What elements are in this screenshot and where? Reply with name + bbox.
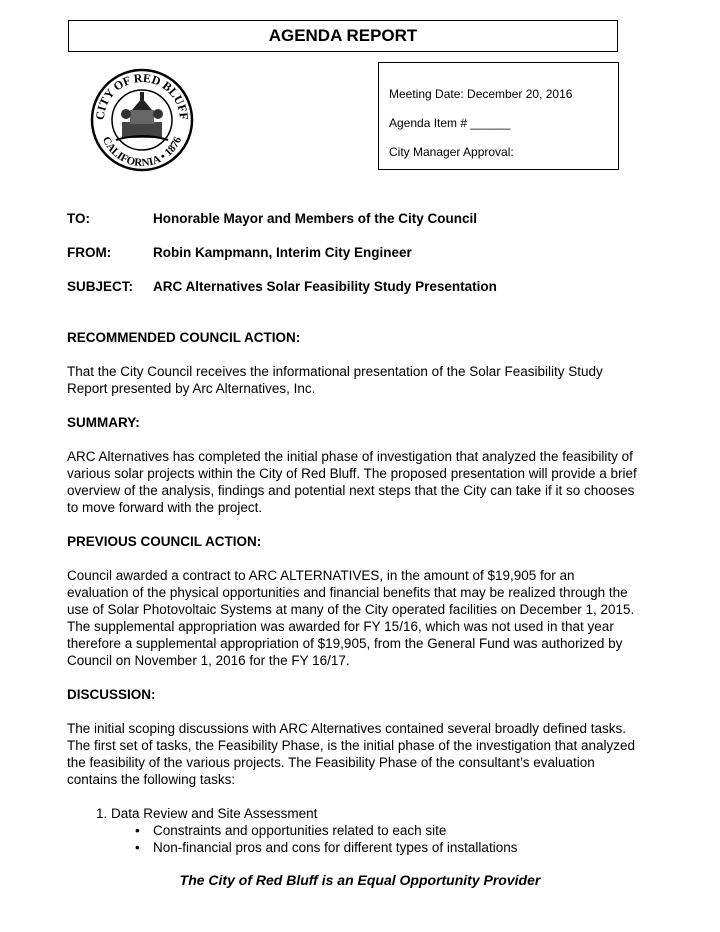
svg-text:CITY OF RED BLUFF: CITY OF RED BLUFF: [92, 70, 192, 121]
footer-statement: The City of Red Bluff is an Equal Opportunity Provider: [179, 872, 541, 888]
svg-text:CALIFORNIA • 1876: CALIFORNIA • 1876: [99, 134, 185, 170]
meeting-date: Meeting Date: December 20, 2016: [389, 87, 573, 101]
memo-from-value: Robin Kampmann, Interim City Engineer: [153, 245, 412, 260]
task-bullet: • Constraints and opportunities related to each site: [153, 822, 637, 839]
memo-to-value: Honorable Mayor and Members of the City Council: [153, 211, 478, 226]
report-body: [67, 210, 637, 856]
recommended-action-heading: RECOMMENDED COUNCIL ACTION:: [67, 330, 301, 345]
task-bullet: • Non-financial pros and cons for different types of installations: [153, 839, 637, 856]
memo-to-label: TO:: [67, 211, 90, 226]
memo-subject-label: SUBJECT:: [67, 279, 134, 294]
task-item: [111, 805, 637, 856]
memo-from-label: FROM:: [67, 245, 112, 260]
city-manager-approval: City Manager Approval:: [389, 145, 514, 159]
task-bullets: [111, 822, 637, 856]
summary-heading: SUMMARY:: [67, 415, 140, 430]
memo-subject-value: ARC Alternatives Solar Feasibility Study Presentation: [153, 279, 497, 294]
task-list: [67, 805, 637, 856]
report-title-text: AGENDA REPORT: [268, 26, 418, 45]
report-title: [68, 20, 618, 52]
meeting-info-box: [378, 62, 619, 170]
discussion-heading: DISCUSSION:: [67, 687, 156, 702]
task-label: Data Review and Site Assessment: [111, 806, 318, 821]
summary-text: ARC Alternatives has completed the initial phase of investigation that analyzed the feasibility of various solar projects within the City of Red Bluff. The proposed presentation will provide a brief overview of the analysis, findings and potential next steps that the City can take if it so chooses to move forward with the project.: [67, 449, 637, 515]
memo-to: [67, 210, 637, 227]
agenda-item: Agenda Item # ______: [389, 116, 511, 130]
memo-from: [67, 244, 637, 261]
recommended-action-text: That the City Council receives the informational presentation of the Solar Feasibility Study Report presented by Arc Alternatives, Inc.: [67, 364, 603, 396]
city-seal-logo: [82, 62, 202, 172]
memo-subject: [67, 278, 637, 295]
previous-action-heading: PREVIOUS COUNCIL ACTION:: [67, 534, 262, 549]
discussion-text: The initial scoping discussions with ARC Alternatives contained several broadly defined tasks. The first set of tasks, the Feasibility Phase, is the initial phase of the investigation that analyzed the feasibility of the various projects. The Feasibility Phase of the consultant’s evaluation contains the following tasks:: [67, 721, 636, 787]
previous-action-text: Council awarded a contract to ARC ALTERNATIVES, in the amount of $19,905 for an evaluation of the physical opportunities and financial benefits that may be realized through the use of Solar Photovoltaic Systems at many of the City operated facilities on December 1, 2015. The supplemental appropriation was awarded for FY 15/16, which was not used in that year therefore a supplemental appropriation of $19,905, from the General Fund was authorized by Council on November 1, 2016 for the FY 16/17.: [67, 568, 635, 668]
